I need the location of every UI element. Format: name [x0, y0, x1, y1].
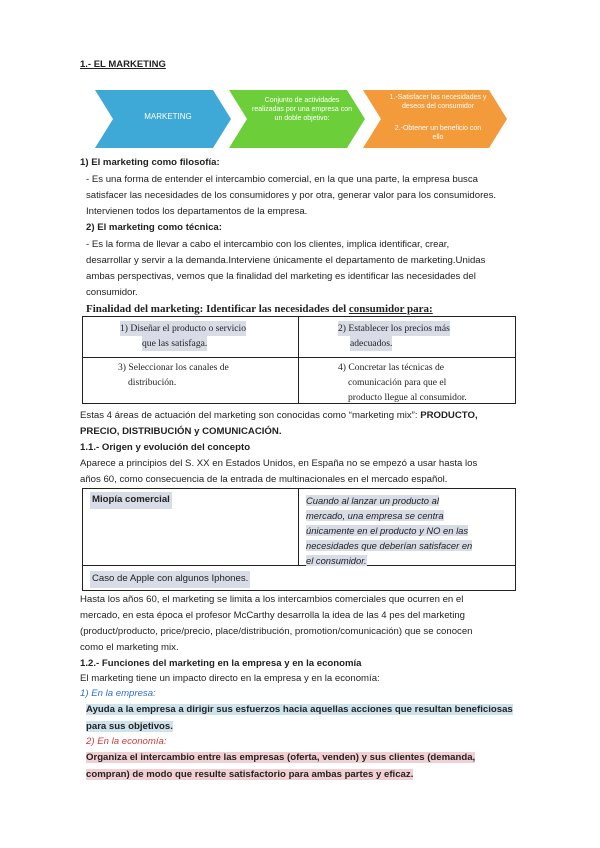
economia-line: compran) de modo que resulte satisfactorio para ambas partes y eficaz. — [86, 768, 414, 780]
miopia-def-line: necesidades que deberían satisfacer en — [306, 540, 473, 551]
diagram-step-1-label: MARKETING — [144, 112, 192, 121]
empresa-line: para sus objetivos. — [86, 720, 173, 732]
historia-line: (product/producto, price/precio, place/distribución, promotion/comunicación) que se conocen — [80, 626, 473, 637]
miopia-table-divider — [298, 488, 299, 565]
empresa-label: 1) En la empresa: — [80, 688, 156, 699]
economia-text — [86, 750, 475, 783]
mix-text: Estas 4 áreas de actuación del marketing son conocidas como “marketing mix”: — [80, 410, 421, 421]
diagram-step-2-label: Conjunto de actividades realizadas por una empresa con un doble objetivo: — [252, 97, 353, 122]
miopia-label: Miopía comercial — [90, 492, 172, 509]
economia-line: Organiza el intercambio entre las empresas (oferta, venden) y sus clientes (demanda, — [86, 752, 476, 763]
area-cell-text: producto llegue al consumidor. — [348, 392, 467, 403]
historia-line: mercado, en esta época el profesor McCarthy desarrolla la idea de las 4 pes del marketing — [80, 610, 466, 621]
section-title: 1.- EL MARKETING — [80, 59, 166, 70]
origen-heading: 1.1.- Origen y evolución del concepto — [80, 442, 251, 453]
finalidad-heading — [86, 301, 433, 317]
origen-line: años 60, como consecuencia de la entrada de multinacionales en el mercado español. — [80, 474, 448, 485]
area-cell-text: 1) Diseñar el producto o servicio — [120, 323, 247, 334]
miopia-def-line: el consumidor. — [306, 555, 367, 566]
miopia-def-line: mercado, una empresa se centra — [306, 510, 444, 521]
area-cell-text: 4) Concretar las técnicas de — [338, 362, 445, 373]
filosofia-line: satisfacer las necesidades de los consumidores y por otra, generar valor para los consumidores. — [86, 190, 497, 201]
area-cell-text: distribución. — [128, 377, 177, 388]
area-cell-4 — [338, 360, 467, 405]
filosofia-line: - Es una forma de entender el intercambio comercial, en la que una parte, la empresa busca — [86, 174, 478, 185]
miopia-definition — [306, 493, 472, 568]
area-cell-1 — [120, 321, 246, 351]
area-cell-text: adecuados. — [350, 338, 393, 349]
area-cell-text: 3) Seleccionar los canales de — [118, 362, 229, 373]
area-cell-text: 2) Establecer los precios más — [338, 323, 450, 334]
mix-line-1 — [80, 408, 478, 425]
tecnica-line: - Es la forma de llevar a cabo el intercambio con los clientes, implica identificar, crear, — [86, 239, 450, 250]
filosofia-heading: 1) El marketing como filosofía: — [80, 157, 220, 168]
diagram-step-3-label-b: 2.-Obtener un beneficio con ello — [394, 125, 482, 141]
area-cell-text: comunicación para que el — [348, 377, 447, 388]
tecnica-line: ambas perspectivas, vemos que la finalidad del marketing es identificar las necesidades del — [86, 271, 476, 282]
historia-line: Hasta los años 60, el marketing se limita a los intercambios comerciales que ocurren en el — [80, 594, 464, 605]
funciones-heading: 1.2.- Funciones del marketing en la empresa y en la economía — [80, 658, 362, 669]
area-cell-text: que las satisfaga. — [142, 338, 208, 349]
mix-line-2: PRECIO, DISTRIBUCIÓN y COMUNICACIÓN. — [80, 426, 282, 437]
finalidad-prefix: Finalidad del marketing: Identificar las necesidades del — [86, 303, 349, 315]
empresa-line: Ayuda a la empresa a dirigir sus esfuerzos hacia aquellas acciones que resultan beneficiosas — [86, 704, 513, 715]
area-cell-3 — [118, 360, 229, 390]
area-cell-2 — [338, 321, 450, 351]
funciones-intro: El marketing tiene un impacto directo en la empresa y en la economía: — [80, 673, 380, 684]
miopia-example: Caso de Apple con algunos Iphones. — [90, 571, 250, 588]
economia-label: 2) En la economía: — [86, 736, 167, 747]
tecnica-heading: 2) El marketing como técnica: — [86, 222, 222, 233]
historia-line: como el marketing mix. — [80, 642, 179, 653]
finalidad-underlined: consumidor para: — [348, 303, 433, 315]
tecnica-line: consumidor. — [86, 287, 138, 298]
areas-table-divider — [82, 357, 516, 358]
empresa-text — [86, 702, 513, 735]
diagram-step-3-label-a: 1.-Satisfacer las necesidades y deseos del consumidor — [389, 94, 487, 110]
mix-highlight: PRODUCTO, — [420, 410, 478, 421]
tecnica-line: desarrollar y servir a la demanda.Interviene únicamente el departamento de marketing.Unidas — [86, 255, 486, 266]
miopia-def-line: únicamente en el producto y NO en las — [306, 525, 469, 536]
areas-table-divider — [298, 316, 299, 404]
miopia-def-line: Cuando al lanzar un producto al — [306, 495, 439, 506]
filosofia-line: Intervienen todos los departamentos de la empresa. — [86, 206, 308, 217]
origen-line: Aparece a principios del S. XX en Estados Unidos, en España no se empezó a usar hasta los — [80, 458, 478, 469]
